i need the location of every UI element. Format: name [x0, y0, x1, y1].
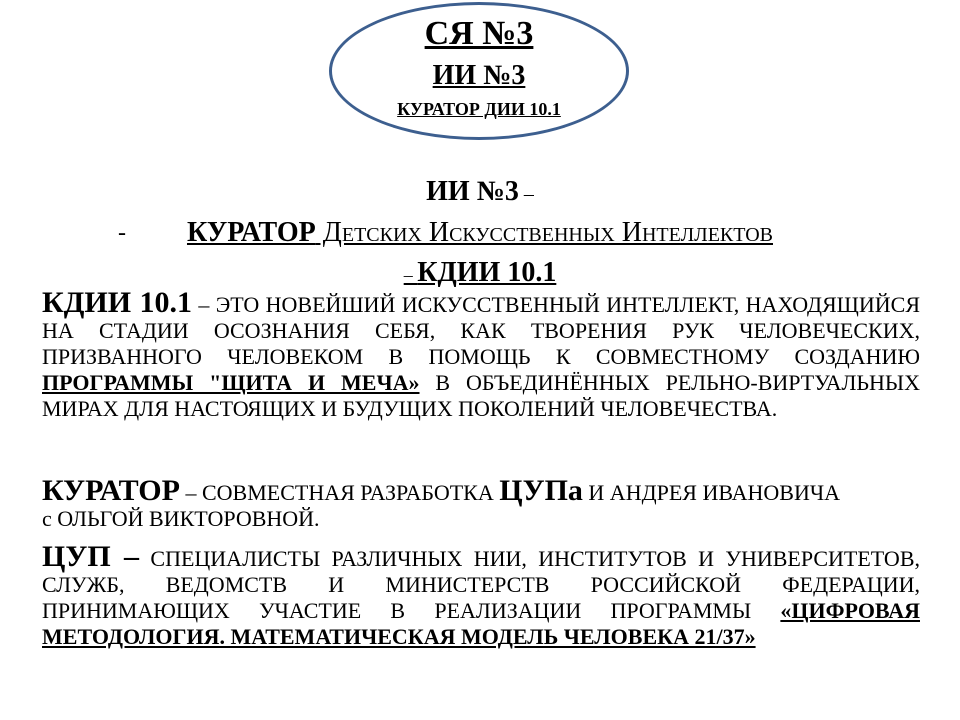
abbreviation-text: КДИИ 10.1	[417, 257, 557, 288]
curator-term: КУРАТОР	[42, 474, 180, 507]
cup-program: «ЦИФРОВАЯ МЕТОДОЛОГИЯ. МАТЕМАТИЧЕСКАЯ МОДЕЛЬ ЧЕЛОВЕКА 21/37»	[42, 598, 920, 649]
curator-text: – СОВМЕСТНАЯ РАЗРАБОТКА	[179, 480, 500, 505]
abbreviation-dash: –	[403, 265, 418, 285]
curator-paragraph	[42, 474, 920, 532]
curator-line2: с ОЛЬГОЙ ВИКТОРОВНОЙ.	[42, 506, 320, 531]
section-title	[0, 176, 960, 210]
kdii-paragraph	[42, 286, 920, 422]
kdii-text: – ЭТО НОВЕЙШИЙ ИСКУССТВЕННЫЙ ИНТЕЛЛЕКТ, НАХОДЯЩИЙСЯ НА СТАДИИ ОСОЗНАНИЯ СЕБЯ, КАК ТВОРЕНИЯ РУК ЧЕЛОВЕЧЕСКИХ, ПРИЗВАННОГО ЧЕЛОВЕКОМ В ПОМОЩЬ К СОВМЕСТНОМУ СОЗДАНИЮ	[42, 292, 920, 369]
kdii-term: КДИИ 10.1	[42, 286, 192, 319]
cup-text: СПЕЦИАЛИСТЫ РАЗЛИЧНЫХ НИИ, ИНСТИТУТОВ И УНИВЕРСИТЕТОВ, СЛУЖБ, ВЕДОМСТВ И МИНИСТЕРСТВ РОССИЙСКОЙ ФЕДЕРАЦИИ, ПРИНИМАЮЩИХ УЧАСТИЕ В РЕАЛИЗАЦИИ ПРОГРАММЫ	[42, 546, 920, 623]
section-title-text: ИИ №3	[426, 176, 519, 207]
curator-heading-word: КУРАТОР	[186, 217, 316, 248]
bullet-marker: -	[118, 220, 126, 246]
kdii-tail: В ОБЪЕДИНЁННЫХ РЕЛЬНО-ВИРТУАЛЬНЫХ МИРАХ ДЛЯ НАСТОЯЩИХ И БУДУЩИХ ПОКОЛЕНИЙ ЧЕЛОВЕЧЕСТВА.	[42, 370, 920, 421]
kdii-program: ПРОГРАММЫ "ЩИТА И МЕЧА»	[42, 370, 420, 395]
cup-paragraph	[42, 540, 920, 650]
curator-and: И АНДРЕЯ ИВАНОВИЧА	[582, 480, 841, 505]
curator-heading	[0, 216, 960, 250]
badge-line-1: СЯ №3	[424, 15, 534, 52]
section-title-dash: –	[518, 183, 534, 205]
curator-heading-rest: Детских Искусственных Интеллектов	[315, 217, 773, 248]
badge-line-3: КУРАТОР ДИИ 10.1	[397, 99, 561, 119]
cup-term: ЦУП –	[42, 540, 140, 573]
badge-line-2: ИИ №3	[432, 60, 526, 91]
curator-cup: ЦУПа	[499, 474, 583, 507]
